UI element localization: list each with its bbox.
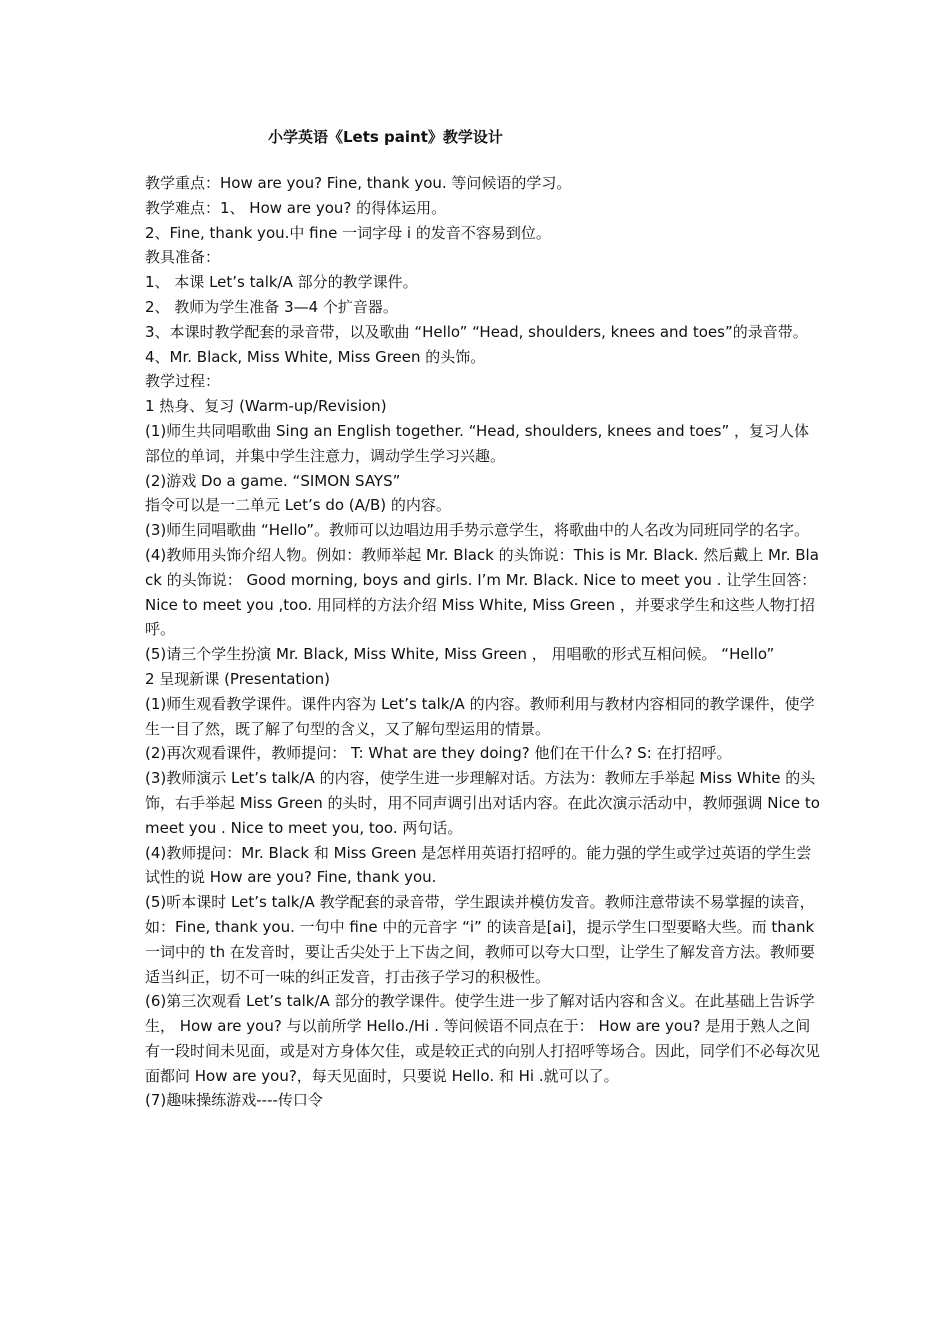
paragraph: (3)师生同唱歌曲 “Hello”。教师可以边唱边用手势示意学生，将歌曲中的人名改为同班同学的名字。 [145,521,810,540]
paragraph: (6)第三次观看 Let’s talk/A 部分的教学课件。使学生进一步了解对话内容和含义。在此基础上告诉学生， How are you? 与以前所学 Hello./Hi . 等问候语不同点在于： How are you? 是用于熟人之间有一段时间未见面，或是对方身体欠佳，或是较正式的向别人打招呼等场合。因此，同学们不必每次见面都问 How are you?，每天见面时，只要说 Hello. 和 Hi .就可以了。 [145,992,821,1085]
paragraph: 1、 本课 Let’s talk/A 部分的教学课件。 [145,273,418,292]
paragraph: (4)教师提问：Mr. Black 和 Miss Green 是怎样用英语打招呼的。能力强的学生或学过英语的学生尝试性的说 How are you? Fine, thank you. [145,843,812,887]
paragraph: 2、 教师为学生准备 3—4 个扩音器。 [145,297,398,316]
paragraph: (2)游戏 Do a game. “SIMON SAYS” [145,471,401,490]
paragraph: 教学重点：How are you? Fine, thank you. 等问候语的学习。 [145,174,572,192]
paragraph: 1 热身、复习 (Warm-up/Revision) [145,397,387,416]
paragraph: (4)教师用头饰介绍人物。例如：教师举起 Mr. Black 的头饰说：This is Mr. Black. 然后戴上 Mr. Black 的头饰说： Good morning, boys and girls. I’m Mr. Black. Nice to meet you . 让学生回答：Nice to meet you ,too. 用同样的方法介绍 Miss White, Miss Green ，并要求学生和这些人物打招呼。 [145,545,819,639]
paragraph: (3)教师演示 Let’s talk/A 的内容，使学生进一步理解对话。方法为：教师左手举起 Miss White 的头饰，右手举起 Miss Green 的头时，用不同声调引出对话内容。在此次演示活动中，教师强调 Nice to meet you . Nice to meet you, too. 两句话。 [145,769,820,837]
paragraph: 教具准备： [145,248,221,267]
paragraph: 指令可以是一二单元 Let’s do (A/B) 的内容。 [145,496,451,515]
paragraph: (1)师生观看教学课件。课件内容为 Let’s talk/A 的内容。教师利用与教材内容相同的教学课件，使学生一目了然，既了解了句型的含义，又了解句型运用的情景。 [145,694,815,738]
paragraph: 2 呈现新课 (Presentation) [145,669,330,688]
paragraph: (5)请三个学生扮演 Mr. Black, Miss White, Miss Green ， 用唱歌的形式互相问候。 “Hello” [145,645,775,664]
paragraph: (5)听本课时 Let’s talk/A 教学配套的录音带，学生跟读并模仿发音。教师注意带读不易掌握的读音，如：Fine, thank you. 一句中 fine 中的元音字 “i” 的读音是[ai]，提示学生口型要略大些。而 thank 一词中的 th 在发音时，要让舌尖处于上下齿之间，教师可以夸大口型，让学生了解发音方法。教师要适当纠正，切不可一味的纠正发音，打击孩子学习的积极性。 [145,893,815,986]
paragraph: 2、Fine, thank you.中 fine 一词字母 i 的发音不容易到位。 [145,223,551,242]
paragraph: (1)师生共同唱歌曲 Sing an English together. “Head, shoulders, knees and toes” ，复习人体部位的单词，并集中学生注意力，调动学生学习兴趣。 [145,421,810,465]
paragraph: (2)再次观看课件，教师提问： T: What are they doing? 他们在干什么? S: 在打招呼。 [145,744,732,763]
paragraph: 教学难点：1、 How are you? 的得体运用。 [145,198,447,217]
paragraph: 3、本课时教学配套的录音带，以及歌曲 “Hello” “Head, shoulders, knees and toes”的录音带。 [145,322,808,341]
document-body [145,171,820,1113]
paragraph: 教学过程： [145,372,221,391]
paragraph: (7)趣味操练游戏----传口令 [145,1091,323,1110]
paragraph: 4、Mr. Black, Miss White, Miss Green 的头饰。 [145,347,486,366]
document-title: 小学英语《Lets paint》教学设计 [268,128,503,146]
